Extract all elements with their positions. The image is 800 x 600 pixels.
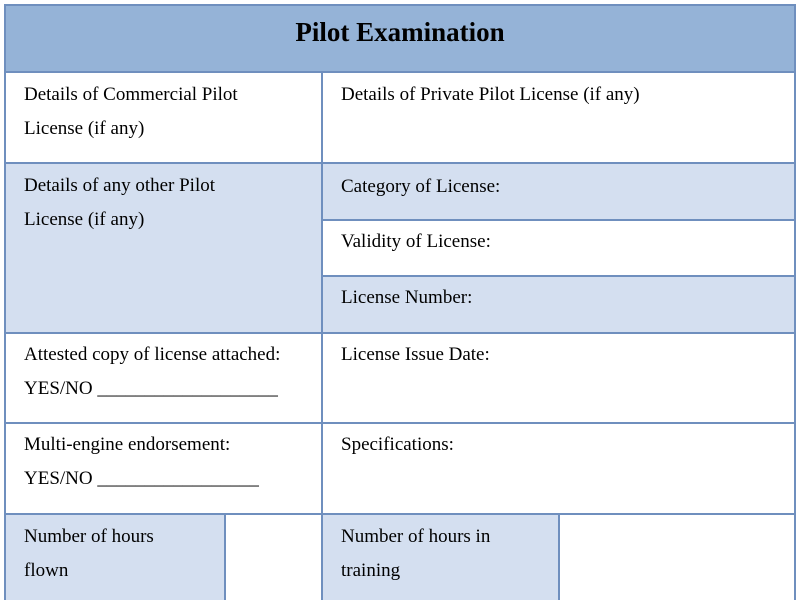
hours-flown-label-line1: Number of hours xyxy=(24,526,154,547)
pilot-examination-form xyxy=(4,4,796,600)
commercial-license-label-line1: Details of Commercial Pilot xyxy=(24,84,238,105)
license-issue-date-label: License Issue Date: xyxy=(341,344,490,365)
category-of-license-label: Category of License: xyxy=(341,176,501,197)
attested-copy-yes-no: YES/NO ___________________ xyxy=(24,378,278,399)
license-number-label: License Number: xyxy=(341,287,473,308)
commercial-license-label-line2: License (if any) xyxy=(24,118,145,139)
private-license-label: Details of Private Pilot License (if any) xyxy=(341,84,640,105)
attested-copy-label: Attested copy of license attached: xyxy=(24,344,281,365)
other-license-label-line2: License (if any) xyxy=(24,209,145,230)
form-title: Pilot Examination xyxy=(295,17,505,47)
other-license-label-line1: Details of any other Pilot xyxy=(24,175,216,196)
validity-of-license-label: Validity of License: xyxy=(341,231,491,252)
multi-engine-yes-no: YES/NO _________________ xyxy=(24,468,259,489)
hours-training-label-line2: training xyxy=(341,560,401,581)
hours-training-label-line1: Number of hours in xyxy=(341,526,491,547)
hours-flown-label-line2: flown xyxy=(24,560,69,581)
specifications-label: Specifications: xyxy=(341,434,454,455)
multi-engine-label: Multi-engine endorsement: xyxy=(24,434,231,455)
form-border xyxy=(4,4,796,600)
